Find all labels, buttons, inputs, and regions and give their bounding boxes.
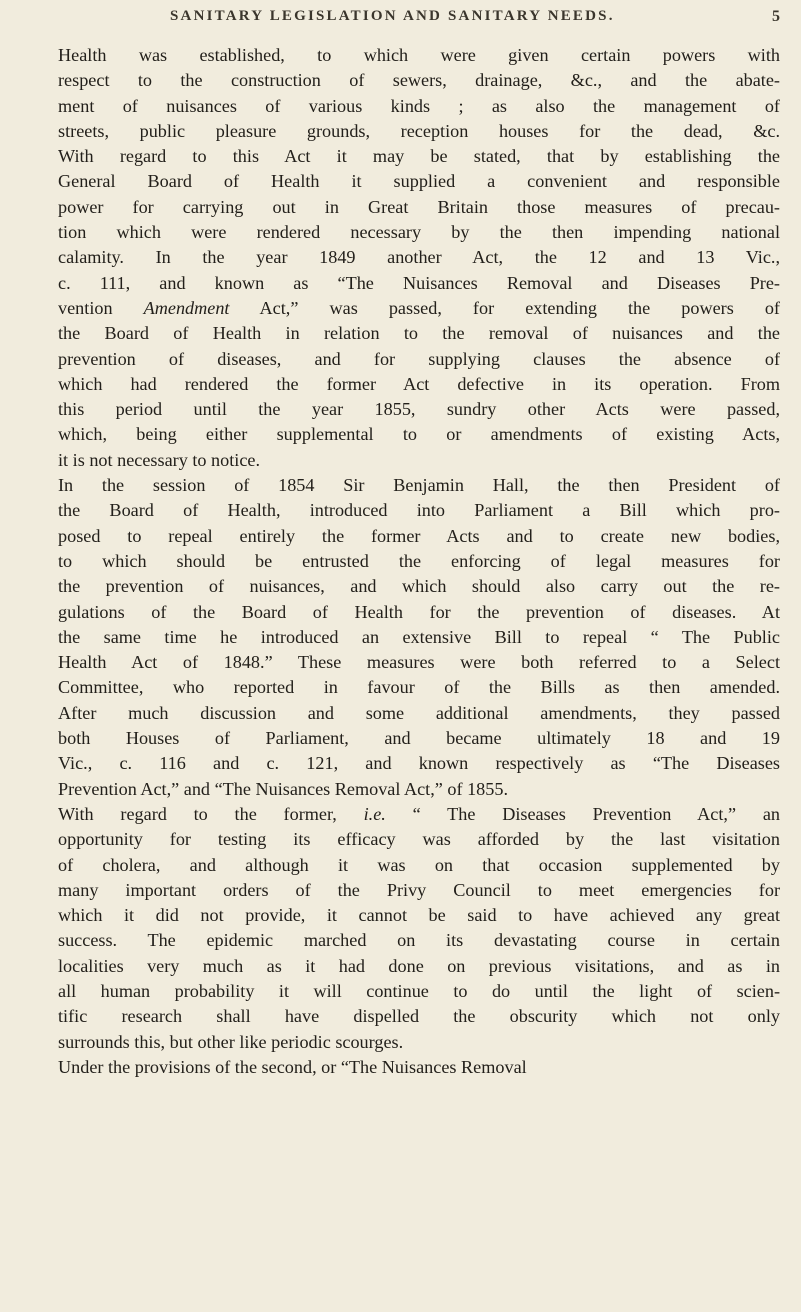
text-line: the same time he introduced an extensive Bill to repeal “ The Public <box>58 626 780 647</box>
text-line: opportunity for testing its efficacy was afforded by the last visitation <box>58 829 780 850</box>
text-line: power for carrying out in Great Britain those measures of precau- <box>58 196 780 217</box>
text-line: which, being either supplemental to or amendments of existing Acts, <box>58 424 780 445</box>
text-line: In the session of 1854 Sir Benjamin Hall, the then President of <box>58 475 780 496</box>
text-line: Committee, who reported in favour of the Bills as then amended. <box>58 677 780 698</box>
text-line: gulations of the Board of Health for the prevention of diseases. At <box>58 601 780 622</box>
italic-text: Amendment <box>143 297 230 318</box>
text-line: ment of nuisances of various kinds ; as also the management of <box>58 95 780 116</box>
text-line: vention Amendment Act,” was passed, for extending the powers of <box>58 297 780 318</box>
text-line: it is not necessary to notice. <box>58 449 261 470</box>
text-line: many important orders of the Privy Council to meet emergencies for <box>58 879 780 900</box>
text-line: to which should be entrusted the enforcing of legal measures for <box>58 550 780 571</box>
text-line: posed to repeal entirely the former Acts and to create new bodies, <box>58 525 780 546</box>
text-line: Prevention Act,” and “The Nuisances Removal Act,” of 1855. <box>58 778 509 799</box>
text-line: Health was established, to which were given certain powers with <box>58 45 780 65</box>
text-line: all human probability it will continue to do until the light of scien- <box>58 980 780 1001</box>
text-line: surrounds this, but other like periodic scourges. <box>58 1031 404 1052</box>
body-text <box>58 43 780 1080</box>
text-line: this period until the year 1855, sundry other Acts were passed, <box>58 399 780 420</box>
text-line: tific research shall have dispelled the obscurity which not only <box>58 1006 780 1027</box>
text-line: the Board of Health, introduced into Parliament a Bill which pro- <box>58 500 780 521</box>
text-line: tion which were rendered necessary by the then impending national <box>58 222 780 243</box>
text-line: localities very much as it had done on previous visitations, and as in <box>58 955 780 976</box>
text-line: of cholera, and although it was on that occasion supplemented by <box>58 854 780 875</box>
text-line: With regard to this Act it may be stated, that by establishing the <box>58 146 780 167</box>
text-line: which it did not provide, it cannot be said to have achieved any great <box>58 905 780 926</box>
text-line: which had rendered the former Act defective in its operation. From <box>58 373 780 394</box>
text-line: c. 111, and known as “The Nuisances Removal and Diseases Pre- <box>58 272 780 293</box>
text-line: prevention of diseases, and for supplying clauses the absence of <box>58 348 780 369</box>
text-line: Under the provisions of the second, or “The Nuisances Removal <box>58 1056 527 1077</box>
text-line: After much discussion and some additional amendments, they passed <box>58 702 780 723</box>
text-line: both Houses of Parliament, and became ultimately 18 and 19 <box>58 728 780 749</box>
text-line: streets, public pleasure grounds, reception houses for the dead, &c. <box>58 120 780 141</box>
text-line: the Board of Health in relation to the removal of nuisances and the <box>58 323 780 344</box>
text-line: General Board of Health it supplied a convenient and responsible <box>58 171 780 192</box>
text-line: success. The epidemic marched on its devastating course in certain <box>58 930 780 951</box>
text-line: Health Act of 1848.” These measures were both referred to a Select <box>58 652 780 673</box>
text-line: respect to the construction of sewers, drainage, &c., and the abate- <box>58 70 780 91</box>
running-head <box>60 8 780 34</box>
page-number: 5 <box>772 8 780 25</box>
running-title: SANITARY LEGISLATION AND SANITARY NEEDS. <box>170 8 615 24</box>
text-line: calamity. In the year 1849 another Act, the 12 and 13 Vic., <box>58 247 780 268</box>
text-line: the prevention of nuisances, and which should also carry out the re- <box>58 576 780 597</box>
text-line: With regard to the former, i.e. “ The Diseases Prevention Act,” an <box>58 803 780 824</box>
italic-text: i.e. <box>363 803 386 824</box>
text-line: Vic., c. 116 and c. 121, and known respectively as “The Diseases <box>58 753 780 774</box>
